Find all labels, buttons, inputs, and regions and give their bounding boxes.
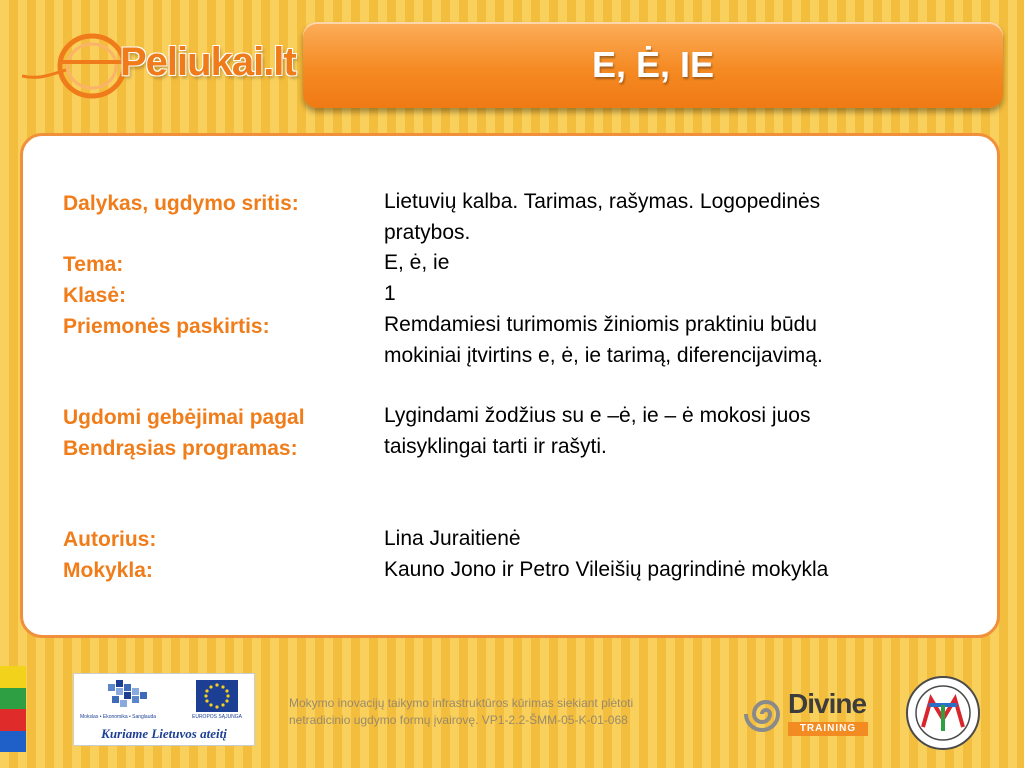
content-card — [20, 133, 1000, 638]
skills-label-line-2: Bendrąsias programas: — [63, 437, 298, 460]
footer-note-line-1: Mokymo inovacijų taikymo infrastruktūros kūrimas siekiant plėtoti — [289, 696, 634, 710]
peliukai-logo[interactable] — [22, 30, 296, 100]
subject-value-line-2: pratybos. — [384, 221, 471, 244]
eu-funding-logos[interactable] — [73, 673, 255, 746]
subject-value-line-1: Lietuvių kalba. Tarimas, rašymas. Logopedinės — [384, 190, 821, 213]
topic-value: E, ė, ie — [384, 251, 450, 274]
eu-flag-icon — [196, 680, 238, 712]
eu-small-caption-right: EUROPOS SĄJUNGA — [192, 714, 243, 720]
skills-label-line-1: Ugdomi gebėjimai pagal — [63, 406, 305, 429]
footer-note — [289, 695, 719, 729]
divine-spiral-icon — [744, 690, 788, 738]
class-label: Klasė: — [63, 284, 127, 307]
divine-word: Divine — [788, 688, 867, 719]
author-label: Autorius: — [63, 528, 157, 551]
skills-value-line-1: Lygindami žodžius su e –ė, ie – ė mokosi juos — [384, 404, 811, 427]
page-title: E, Ė, IE — [591, 44, 715, 85]
author-value: Lina Juraitienė — [384, 527, 521, 550]
purpose-value-line-2: mokiniai įtvirtins e, ė, ie tarimą, diferencijavimą. — [384, 344, 823, 367]
title-banner — [303, 22, 1003, 108]
eu-caption: Kuriame Lietuvos ateitį — [101, 726, 227, 741]
purpose-value-line-1: Remdamiesi turimomis žiniomis praktiniu būdu — [384, 313, 817, 336]
topic-label: Tema: — [63, 253, 124, 276]
logo-text: Peliukai.lt — [120, 40, 296, 84]
school-value: Kauno Jono ir Petro Vileišių pagrindinė mokykla — [384, 558, 829, 581]
divine-training-logo[interactable] — [744, 688, 870, 738]
class-value: 1 — [384, 282, 396, 305]
purpose-label: Priemonės paskirtis: — [63, 315, 270, 338]
skills-value-line-2: taisyklingai tarti ir rašyti. — [384, 435, 607, 458]
eu-small-caption-left: Mokslas • Ekonomika • Sanglauda — [80, 714, 157, 720]
color-stripe — [0, 666, 26, 752]
subject-label: Dalykas, ugdymo sritis: — [63, 192, 299, 215]
school-emblem-icon[interactable] — [905, 675, 981, 751]
school-label: Mokykla: — [63, 559, 153, 582]
divine-subtitle: TRAINING — [788, 722, 868, 736]
footer-note-line-2: netradicinio ugdymo formų įvairovę. VP1-2.2-ŠMM-05-K-01-068 — [289, 713, 628, 727]
